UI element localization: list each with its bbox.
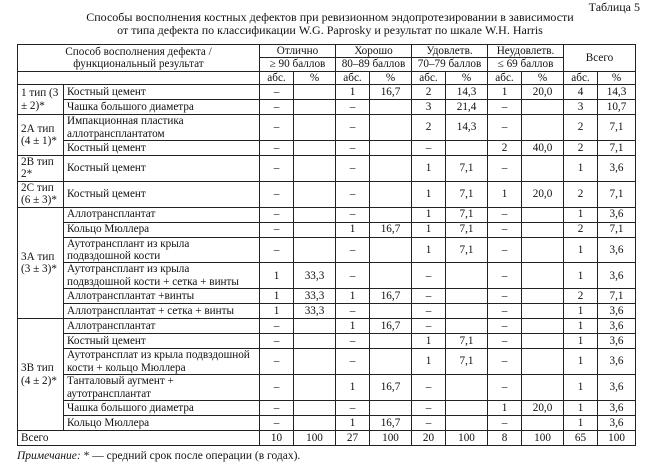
pct-cell	[522, 375, 564, 401]
abs-cell: –	[488, 222, 522, 237]
results-table	[17, 44, 636, 446]
pct-cell	[294, 415, 336, 430]
abs-cell: –	[336, 263, 370, 289]
abs-cell: –	[336, 349, 370, 375]
abs-cell: –	[260, 156, 294, 182]
range-header: ≥ 90 баллов	[260, 58, 336, 71]
pct-cell: 100	[294, 430, 336, 445]
abs-cell: –	[488, 415, 522, 430]
abs-header: абс.	[336, 71, 370, 84]
pct-cell: 3,6	[598, 375, 636, 401]
abs-cell: 1	[488, 85, 522, 100]
pct-cell	[522, 207, 564, 222]
pct-cell: 7,1	[446, 237, 488, 263]
abs-cell: –	[336, 304, 370, 319]
abs-cell: 1	[260, 304, 294, 319]
abs-cell: 1	[488, 181, 522, 207]
abs-header: абс.	[564, 71, 598, 84]
pct-cell: 16,7	[370, 289, 412, 304]
abs-cell: 1	[564, 400, 598, 415]
pct-cell	[446, 289, 488, 304]
pct-cell	[522, 289, 564, 304]
pct-cell	[446, 375, 488, 401]
abs-cell: 2	[564, 115, 598, 141]
table-row	[18, 289, 636, 304]
pct-cell	[522, 319, 564, 334]
abs-cell: –	[488, 319, 522, 334]
abs-cell: –	[260, 100, 294, 115]
pct-cell	[294, 222, 336, 237]
abs-cell: –	[336, 400, 370, 415]
pct-cell	[522, 100, 564, 115]
abs-cell: –	[336, 141, 370, 156]
abs-cell: –	[260, 181, 294, 207]
abs-cell: –	[260, 319, 294, 334]
abs-cell: 1	[564, 304, 598, 319]
abs-cell: –	[260, 237, 294, 263]
abs-cell: 1	[336, 319, 370, 334]
pct-cell	[446, 415, 488, 430]
pct-cell: 16,7	[370, 375, 412, 401]
pct-cell: 7,1	[598, 222, 636, 237]
table-title	[30, 11, 630, 37]
abs-cell: –	[336, 207, 370, 222]
pct-cell	[294, 207, 336, 222]
abs-cell: 20	[412, 430, 446, 445]
abs-cell: –	[260, 115, 294, 141]
pct-cell: 14,3	[598, 85, 636, 100]
pct-cell	[294, 181, 336, 207]
pct-cell	[370, 207, 412, 222]
pct-header: %	[446, 71, 488, 84]
abs-cell: 4	[564, 85, 598, 100]
pct-cell: 33,3	[294, 263, 336, 289]
table-header	[18, 45, 636, 85]
header-spacer	[18, 71, 260, 84]
table-row	[18, 415, 636, 430]
pct-cell	[294, 319, 336, 334]
pct-header: %	[598, 71, 636, 84]
note-text: * — средний срок после операции (в годах).	[80, 450, 301, 462]
pct-cell	[294, 334, 336, 349]
group-header-good: Хорошо	[336, 45, 412, 58]
table-body	[18, 85, 636, 446]
abs-cell: 1	[336, 222, 370, 237]
table-row	[18, 141, 636, 156]
total-row	[18, 430, 636, 445]
pct-cell	[370, 181, 412, 207]
abs-cell: –	[260, 400, 294, 415]
table-row	[18, 181, 636, 207]
abs-cell: –	[488, 289, 522, 304]
abs-cell: 1	[564, 263, 598, 289]
abs-cell: –	[260, 222, 294, 237]
abs-cell: 1	[564, 207, 598, 222]
abs-cell: –	[488, 263, 522, 289]
method-cell: Танталовый аугмент + аутотрансплантат	[64, 375, 260, 401]
method-cell: Импакционная пластика аллотрансплантатом	[64, 115, 260, 141]
pct-cell: 3,6	[598, 237, 636, 263]
abs-cell: 2	[488, 141, 522, 156]
pct-cell: 7,1	[598, 289, 636, 304]
table-row	[18, 222, 636, 237]
abs-cell: –	[488, 375, 522, 401]
abs-cell: –	[488, 207, 522, 222]
table-row	[18, 334, 636, 349]
range-header: 70–79 баллов	[412, 58, 488, 71]
range-header: 80–89 баллов	[336, 58, 412, 71]
pct-cell: 16,7	[370, 222, 412, 237]
abs-cell: 1	[336, 85, 370, 100]
method-cell: Кольцо Мюллера	[64, 415, 260, 430]
method-cell: Аутотрансплант из крыла подвздошной кости	[64, 237, 260, 263]
pct-cell	[370, 141, 412, 156]
header-line: Способ восполнения дефекта /	[65, 45, 212, 58]
defect-type-cell: 3А тип (3 ± 3)*	[18, 207, 64, 319]
method-cell: Костный цемент	[64, 85, 260, 100]
abs-cell: 1	[336, 375, 370, 401]
abs-cell: 3	[564, 100, 598, 115]
abs-cell: 2	[564, 181, 598, 207]
pct-cell	[294, 237, 336, 263]
pct-cell: 100	[446, 430, 488, 445]
table-row	[18, 85, 636, 100]
pct-cell: 7,1	[446, 156, 488, 182]
defect-type-cell: 1 тип (3 ± 2)*	[18, 85, 64, 115]
pct-cell: 3,6	[598, 156, 636, 182]
defect-type-cell: 2А тип (4 ± 1)*	[18, 115, 64, 156]
method-column-header	[18, 45, 260, 72]
pct-cell	[370, 334, 412, 349]
pct-header: %	[294, 71, 336, 84]
abs-cell: –	[260, 375, 294, 401]
method-cell: Костный цемент	[64, 156, 260, 182]
abs-cell: 3	[412, 100, 446, 115]
note-label: Примечание:	[17, 450, 81, 462]
abs-cell: –	[412, 375, 446, 401]
abs-cell: 1	[564, 334, 598, 349]
pct-cell: 14,3	[446, 85, 488, 100]
pct-cell	[522, 349, 564, 375]
pct-cell: 100	[522, 430, 564, 445]
pct-cell: 7,1	[598, 181, 636, 207]
abs-cell: –	[412, 415, 446, 430]
abs-cell: 1	[336, 415, 370, 430]
table-row	[18, 375, 636, 401]
abs-cell: –	[336, 334, 370, 349]
pct-header: %	[522, 71, 564, 84]
pct-cell: 16,7	[370, 85, 412, 100]
pct-cell: 3,6	[598, 349, 636, 375]
total-label-cell: Всего	[18, 430, 260, 445]
table-number-label: Таблица 5	[588, 0, 640, 14]
abs-cell: –	[412, 289, 446, 304]
abs-cell: 1	[412, 222, 446, 237]
pct-cell: 7,1	[446, 334, 488, 349]
pct-cell: 7,1	[598, 141, 636, 156]
abs-cell: 1	[488, 400, 522, 415]
abs-cell: –	[260, 334, 294, 349]
abs-cell: 1	[412, 349, 446, 375]
pct-cell	[446, 141, 488, 156]
abs-cell: –	[336, 156, 370, 182]
pct-header: %	[370, 71, 412, 84]
abs-header: абс.	[412, 71, 446, 84]
abs-cell: 1	[412, 237, 446, 263]
abs-cell: 1	[412, 334, 446, 349]
title-line: Способы восполнения костных дефектов при ревизионном эндопротезировании в зависимости	[86, 10, 574, 24]
pct-cell: 7,1	[598, 115, 636, 141]
pct-cell: 16,7	[370, 415, 412, 430]
table-row	[18, 263, 636, 289]
pct-cell	[370, 349, 412, 375]
abs-cell: 27	[336, 430, 370, 445]
pct-cell	[294, 349, 336, 375]
abs-cell: 2	[412, 115, 446, 141]
range-header: ≤ 69 баллов	[488, 58, 564, 71]
pct-cell	[294, 375, 336, 401]
abs-cell: 1	[336, 289, 370, 304]
abs-cell: –	[336, 100, 370, 115]
pct-cell	[446, 304, 488, 319]
abs-cell: 1	[564, 375, 598, 401]
pct-cell: 3,6	[598, 207, 636, 222]
abs-cell: 1	[412, 156, 446, 182]
abs-cell: 8	[488, 430, 522, 445]
table-row	[18, 207, 636, 222]
pct-cell	[370, 263, 412, 289]
table-row	[18, 100, 636, 115]
abs-cell: –	[488, 115, 522, 141]
abs-cell: –	[412, 319, 446, 334]
defect-type-cell: 2С тип (6 ± 3)*	[18, 181, 64, 207]
title-line: от типа дефекта по классификации W.G. Paprosky и результат по шкале W.H. Harris	[117, 23, 543, 37]
abs-cell: 1	[412, 181, 446, 207]
abs-cell: 1	[564, 349, 598, 375]
header-line: функциональный результат	[73, 57, 204, 70]
table-row	[18, 237, 636, 263]
pct-cell: 7,1	[446, 222, 488, 237]
table-row	[18, 319, 636, 334]
pct-cell: 3,6	[598, 263, 636, 289]
abs-header: абс.	[488, 71, 522, 84]
pct-cell	[294, 156, 336, 182]
pct-cell	[370, 304, 412, 319]
pct-cell	[370, 156, 412, 182]
pct-cell	[294, 400, 336, 415]
pct-cell	[294, 100, 336, 115]
pct-cell	[446, 400, 488, 415]
pct-cell: 20,0	[522, 85, 564, 100]
table-row	[18, 304, 636, 319]
pct-cell: 3,6	[598, 334, 636, 349]
abs-cell: 1	[260, 263, 294, 289]
pct-cell	[522, 115, 564, 141]
pct-cell: 7,1	[446, 349, 488, 375]
abs-cell: 1	[412, 207, 446, 222]
group-header-unsatisfactory: Неудовлетв.	[488, 45, 564, 58]
method-cell: Аллотрансплантат + сетка + винты	[64, 304, 260, 319]
abs-cell: 1	[564, 415, 598, 430]
pct-cell	[370, 237, 412, 263]
abs-cell: –	[488, 156, 522, 182]
abs-cell: 2	[564, 222, 598, 237]
pct-cell	[446, 263, 488, 289]
abs-cell: –	[488, 304, 522, 319]
pct-cell	[522, 304, 564, 319]
abs-cell: –	[412, 304, 446, 319]
pct-cell	[294, 141, 336, 156]
method-cell: Аллотрансплантат	[64, 207, 260, 222]
method-cell: Костный цемент	[64, 181, 260, 207]
method-cell: Аллотрансплантат	[64, 319, 260, 334]
pct-cell: 20,0	[522, 181, 564, 207]
abs-cell: –	[488, 237, 522, 263]
group-header-total: Всего	[564, 45, 636, 72]
group-header-excellent: Отлично	[260, 45, 336, 58]
table-row	[18, 400, 636, 415]
defect-type-cell: 3B тип (4 ± 2)*	[18, 319, 64, 431]
method-cell: Аллотрансплантат +винты	[64, 289, 260, 304]
abs-cell: –	[260, 141, 294, 156]
method-cell: Аутотрансплат из крыла подвздошной кости + кольцо Мюллера	[64, 349, 260, 375]
pct-cell: 20,0	[522, 400, 564, 415]
abs-cell: –	[336, 115, 370, 141]
abs-cell: 10	[260, 430, 294, 445]
pct-cell: 14,3	[446, 115, 488, 141]
pct-cell: 100	[370, 430, 412, 445]
method-cell: Чашка большого диаметра	[64, 100, 260, 115]
method-cell: Костный цемент	[64, 141, 260, 156]
method-cell: Кольцо Мюллера	[64, 222, 260, 237]
pct-cell: 10,7	[598, 100, 636, 115]
pct-cell: 33,3	[294, 304, 336, 319]
abs-cell: –	[412, 263, 446, 289]
pct-cell: 33,3	[294, 289, 336, 304]
abs-cell: –	[412, 400, 446, 415]
pct-cell: 7,1	[446, 181, 488, 207]
abs-cell: 1	[564, 319, 598, 334]
pct-cell: 16,7	[370, 319, 412, 334]
pct-cell	[446, 319, 488, 334]
method-cell: Чашка большого диаметра	[64, 400, 260, 415]
abs-header: абс.	[260, 71, 294, 84]
table-row	[18, 115, 636, 141]
abs-cell: –	[260, 207, 294, 222]
pct-cell	[522, 334, 564, 349]
pct-cell	[522, 222, 564, 237]
abs-cell: –	[488, 349, 522, 375]
abs-cell: –	[336, 237, 370, 263]
pct-cell: 3,6	[598, 304, 636, 319]
abs-cell: –	[260, 415, 294, 430]
pct-cell: 21,4	[446, 100, 488, 115]
abs-cell: 2	[412, 85, 446, 100]
pct-cell: 3,6	[598, 415, 636, 430]
pct-cell: 3,6	[598, 400, 636, 415]
pct-cell	[370, 100, 412, 115]
abs-cell: 65	[564, 430, 598, 445]
pct-cell	[522, 263, 564, 289]
pct-cell	[522, 415, 564, 430]
pct-cell	[370, 400, 412, 415]
pct-cell	[522, 237, 564, 263]
abs-cell: 2	[564, 141, 598, 156]
pct-cell	[370, 115, 412, 141]
table-row	[18, 349, 636, 375]
defect-type-cell: 2B тип 2*	[18, 156, 64, 182]
abs-cell: 1	[564, 237, 598, 263]
abs-cell: 1	[260, 289, 294, 304]
abs-cell: –	[336, 181, 370, 207]
group-header-satisfactory: Удовлетв.	[412, 45, 488, 58]
abs-cell: 2	[564, 289, 598, 304]
pct-cell	[522, 156, 564, 182]
table-row	[18, 156, 636, 182]
pct-cell: 100	[598, 430, 636, 445]
abs-cell: –	[488, 334, 522, 349]
method-cell: Костный цемент	[64, 334, 260, 349]
abs-cell: –	[412, 141, 446, 156]
abs-cell: –	[488, 100, 522, 115]
pct-cell: 40,0	[522, 141, 564, 156]
pct-cell	[294, 115, 336, 141]
pct-cell: 3,6	[598, 319, 636, 334]
pct-cell: 7,1	[446, 207, 488, 222]
pct-cell	[294, 85, 336, 100]
method-cell: Аутотрансплант из крыла подвздошной кости + сетка + винты	[64, 263, 260, 289]
abs-cell: –	[260, 85, 294, 100]
abs-cell: –	[260, 349, 294, 375]
abs-cell: 1	[564, 156, 598, 182]
table-note	[17, 450, 300, 462]
